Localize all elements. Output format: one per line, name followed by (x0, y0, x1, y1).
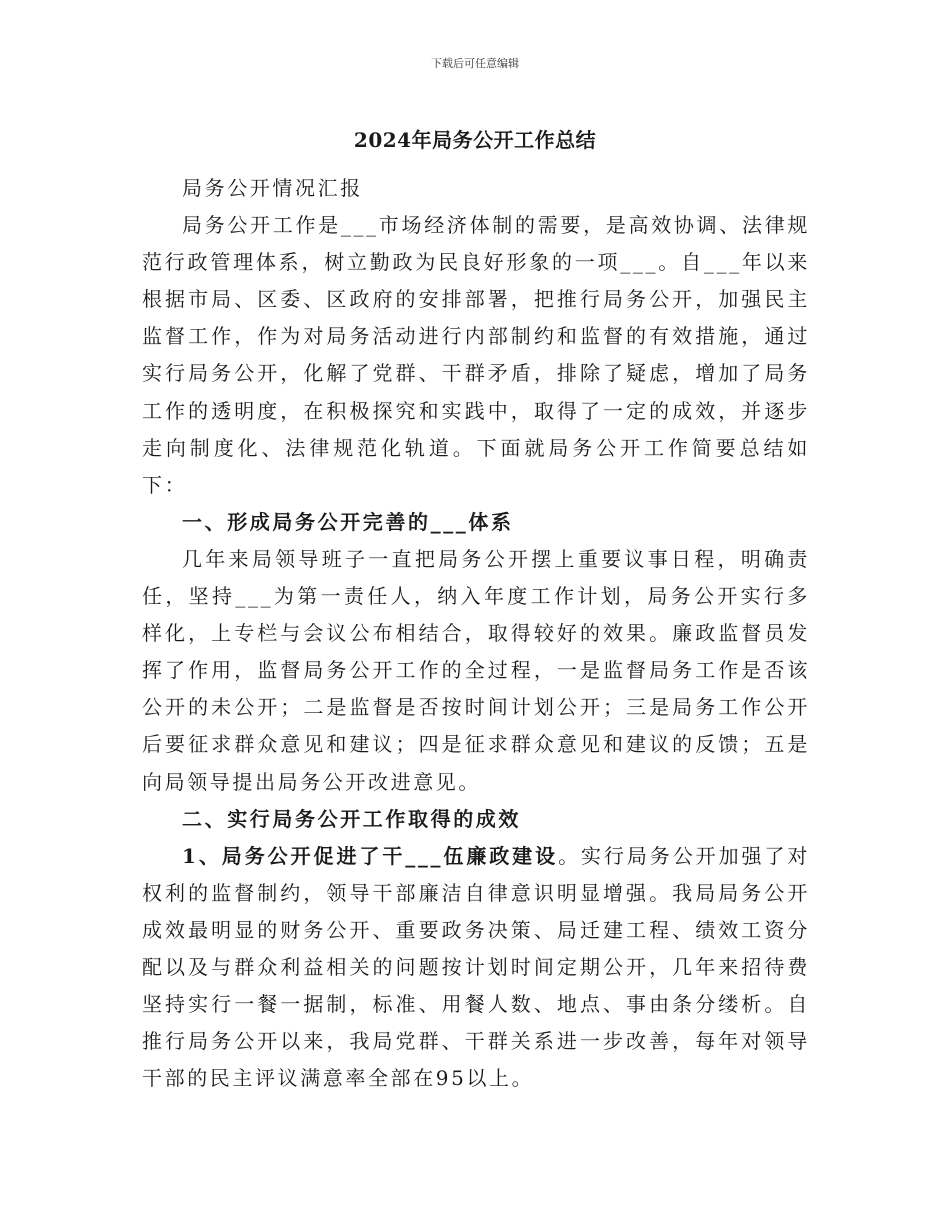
paragraph-subtitle: 局务公开情况汇报 (182, 176, 363, 200)
item-1-lead: 1、局务公开促进了干___伍廉政建设 (182, 843, 559, 868)
document-title: 2024年局务公开工作总结 (353, 128, 597, 152)
item-1-body: 。实行局务公开加强了对权利的监督制约，领导干部廉洁自律意识明显增强。我局局务公开成效最明显的财务公开、重要政务决策、局迁建工程、绩效工资分配以及与群众利益相关的问题按计划时间定期公开，几年来招待费坚持实行一餐一据制，标准、用餐人数、地点、事由条分缕析。自推行局务公开以来，我局党群、干群关系进一步改善，每年对领导干部的民主评议满意率全部在95以上。 (142, 843, 810, 1091)
paragraph-section-1: 几年来局领导班子一直把局务公开摆上重要议事日程，明确责任，坚持___为第一责任人，纳入年度工作计划，局务公开实行多样化，上专栏与会议公布相结合，取得较好的效果。廉政监督员发挥了作用，监督局务公开工作的全过程，一是监督局务工作是否该公开的未公开；二是监督是否按时间计划公开；三是局务工作公开后要征求群众意见和建议；四是征求群众意见和建议的反馈；五是向局领导提出局务公开改进意见。 (142, 546, 810, 794)
section-heading-2: 二、实行局务公开工作取得的成效 (182, 806, 521, 831)
document-body (142, 170, 810, 1097)
header-note: 下载后可任意编辑 (431, 57, 519, 70)
paragraph-section-2-item-1 (142, 838, 810, 1098)
section-heading-1: 一、形成局务公开完善的___体系 (182, 509, 514, 534)
paragraph-intro: 局务公开工作是___市场经济体制的需要，是高效协调、法律规范行政管理体系，树立勤政为民良好形象的一项___。自___年以来根据市局、区委、区政府的安排部署，把推行局务公开，加强民主监督工作，作为对局务活动进行内部制约和监督的有效措施，通过实行局务公开，化解了党群、干群矛盾，排除了疑虑，增加了局务工作的透明度，在积极探究和实践中，取得了一定的成效，并逐步走向制度化、法律规范化轨道。下面就局务公开工作简要总结如下： (142, 213, 810, 497)
